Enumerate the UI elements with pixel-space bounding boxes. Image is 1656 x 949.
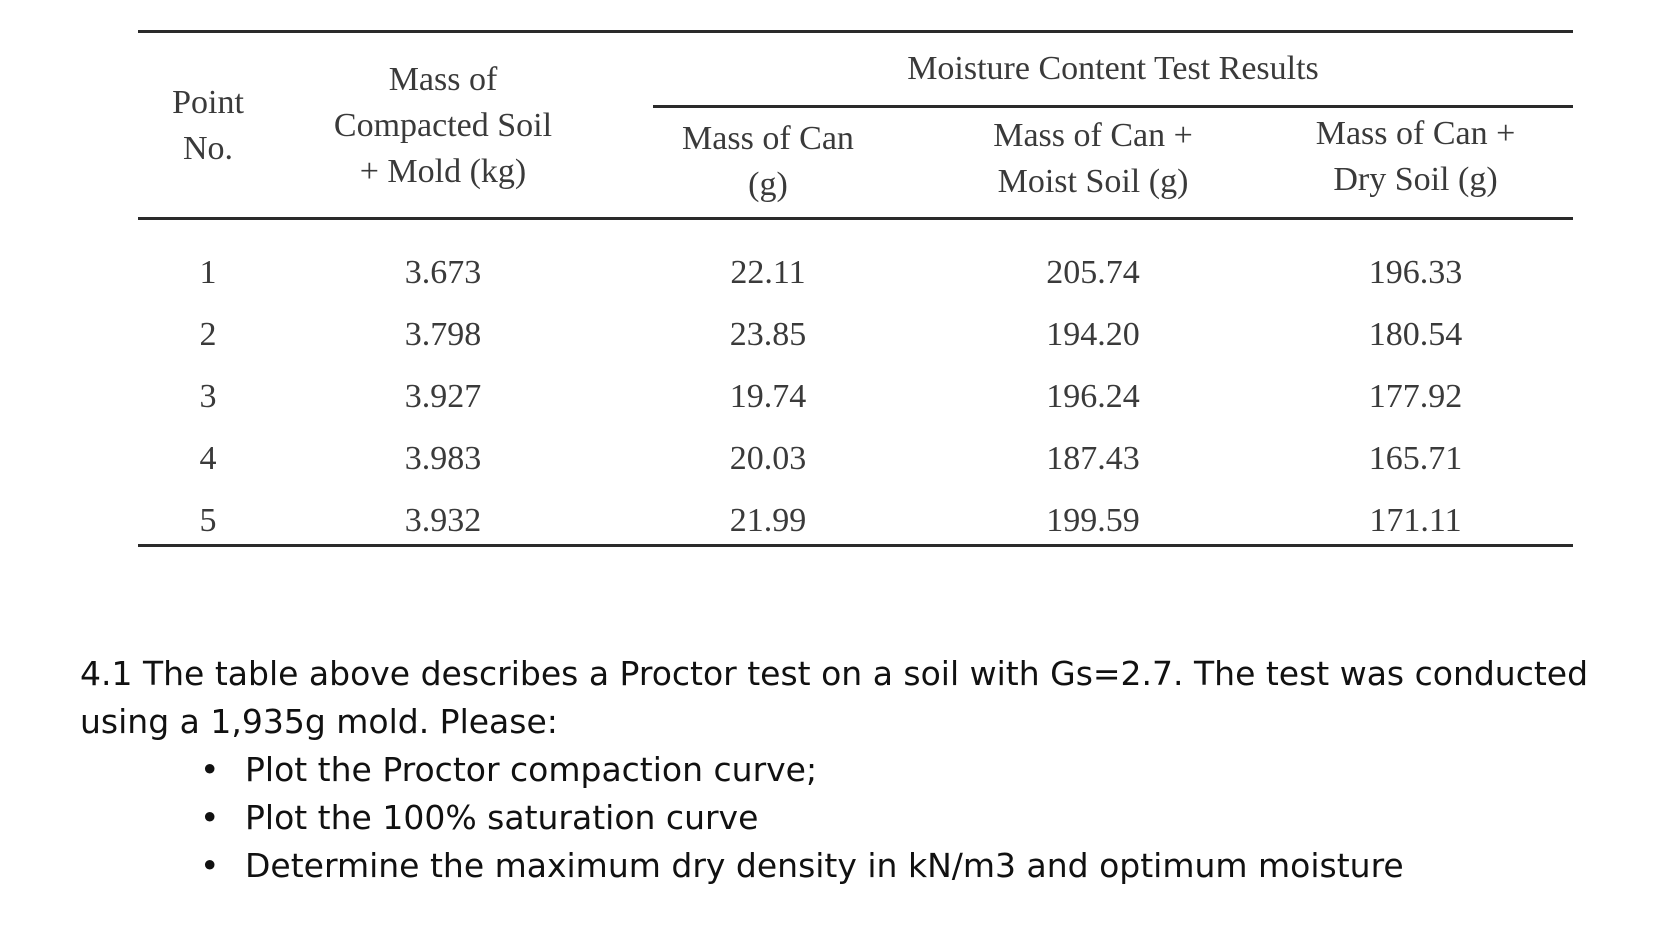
question-item-text: Plot the 100% saturation curve	[245, 798, 759, 837]
question-list	[80, 746, 1640, 890]
group-header-rule	[653, 105, 1573, 108]
table-cell: 165.71	[1368, 440, 1463, 477]
table-header-rule	[138, 217, 1573, 220]
table-row	[138, 242, 1573, 304]
list-item	[200, 842, 1640, 890]
group-header-moisture-content: Moisture Content Test Results	[907, 50, 1319, 87]
table-cell: 4	[199, 440, 217, 477]
table-cell: 5	[199, 502, 217, 539]
table-cell: 3.932	[404, 502, 482, 539]
header-point-no: Point No.	[172, 84, 244, 167]
header-mass-compacted-soil: Mass of Compacted Soil + Mold (kg)	[333, 61, 553, 190]
bullet-icon: •	[200, 798, 220, 837]
table-cell: 19.74	[729, 378, 807, 415]
table-cell: 194.20	[1046, 316, 1140, 353]
table-body	[138, 242, 1573, 552]
header-mass-of-can: Mass of Can (g)	[682, 120, 854, 203]
bullet-icon: •	[200, 846, 220, 885]
table-cell: 180.54	[1368, 316, 1463, 353]
table-bottom-rule	[138, 544, 1573, 547]
table-cell: 22.11	[730, 254, 806, 291]
table-row	[138, 428, 1573, 490]
table-row	[138, 366, 1573, 428]
table-cell: 177.92	[1368, 378, 1463, 415]
table-row	[138, 304, 1573, 366]
question-intro: 4.1 The table above describes a Proctor test on a soil with Gs=2.7. The test was conducted using a 1,935g mold. Please:	[80, 654, 1589, 741]
table-cell: 199.59	[1046, 502, 1140, 539]
header-mass-can-dry-soil: Mass of Can + Dry Soil (g)	[1315, 115, 1516, 198]
list-item	[200, 794, 1640, 842]
table-cell: 3.983	[404, 440, 482, 477]
question-item-text: Determine the maximum dry density in kN/m3 and optimum moisture	[245, 846, 1404, 885]
table-row	[138, 490, 1573, 552]
table-cell: 187.43	[1046, 440, 1140, 477]
table-cell: 20.03	[729, 440, 807, 477]
table-cell: 3.798	[404, 316, 482, 353]
bullet-icon: •	[200, 750, 220, 789]
table-cell: 1	[199, 254, 217, 291]
list-item	[200, 746, 1640, 794]
table-cell: 171.11	[1369, 502, 1462, 539]
table-cell: 3.927	[404, 378, 482, 415]
table-top-rule	[138, 30, 1573, 33]
table-cell: 2	[199, 316, 217, 353]
header-mass-can-moist-soil: Mass of Can + Moist Soil (g)	[993, 117, 1193, 200]
table-cell: 23.85	[729, 316, 807, 353]
table-cell: 196.33	[1368, 254, 1463, 291]
table-cell: 21.99	[729, 502, 807, 539]
table-cell: 3.673	[404, 254, 482, 291]
table-cell: 3	[199, 378, 217, 415]
table-cell: 205.74	[1046, 254, 1140, 291]
table-cell: 196.24	[1046, 378, 1140, 415]
question-block	[80, 650, 1640, 890]
question-item-text: Plot the Proctor compaction curve;	[245, 750, 818, 789]
